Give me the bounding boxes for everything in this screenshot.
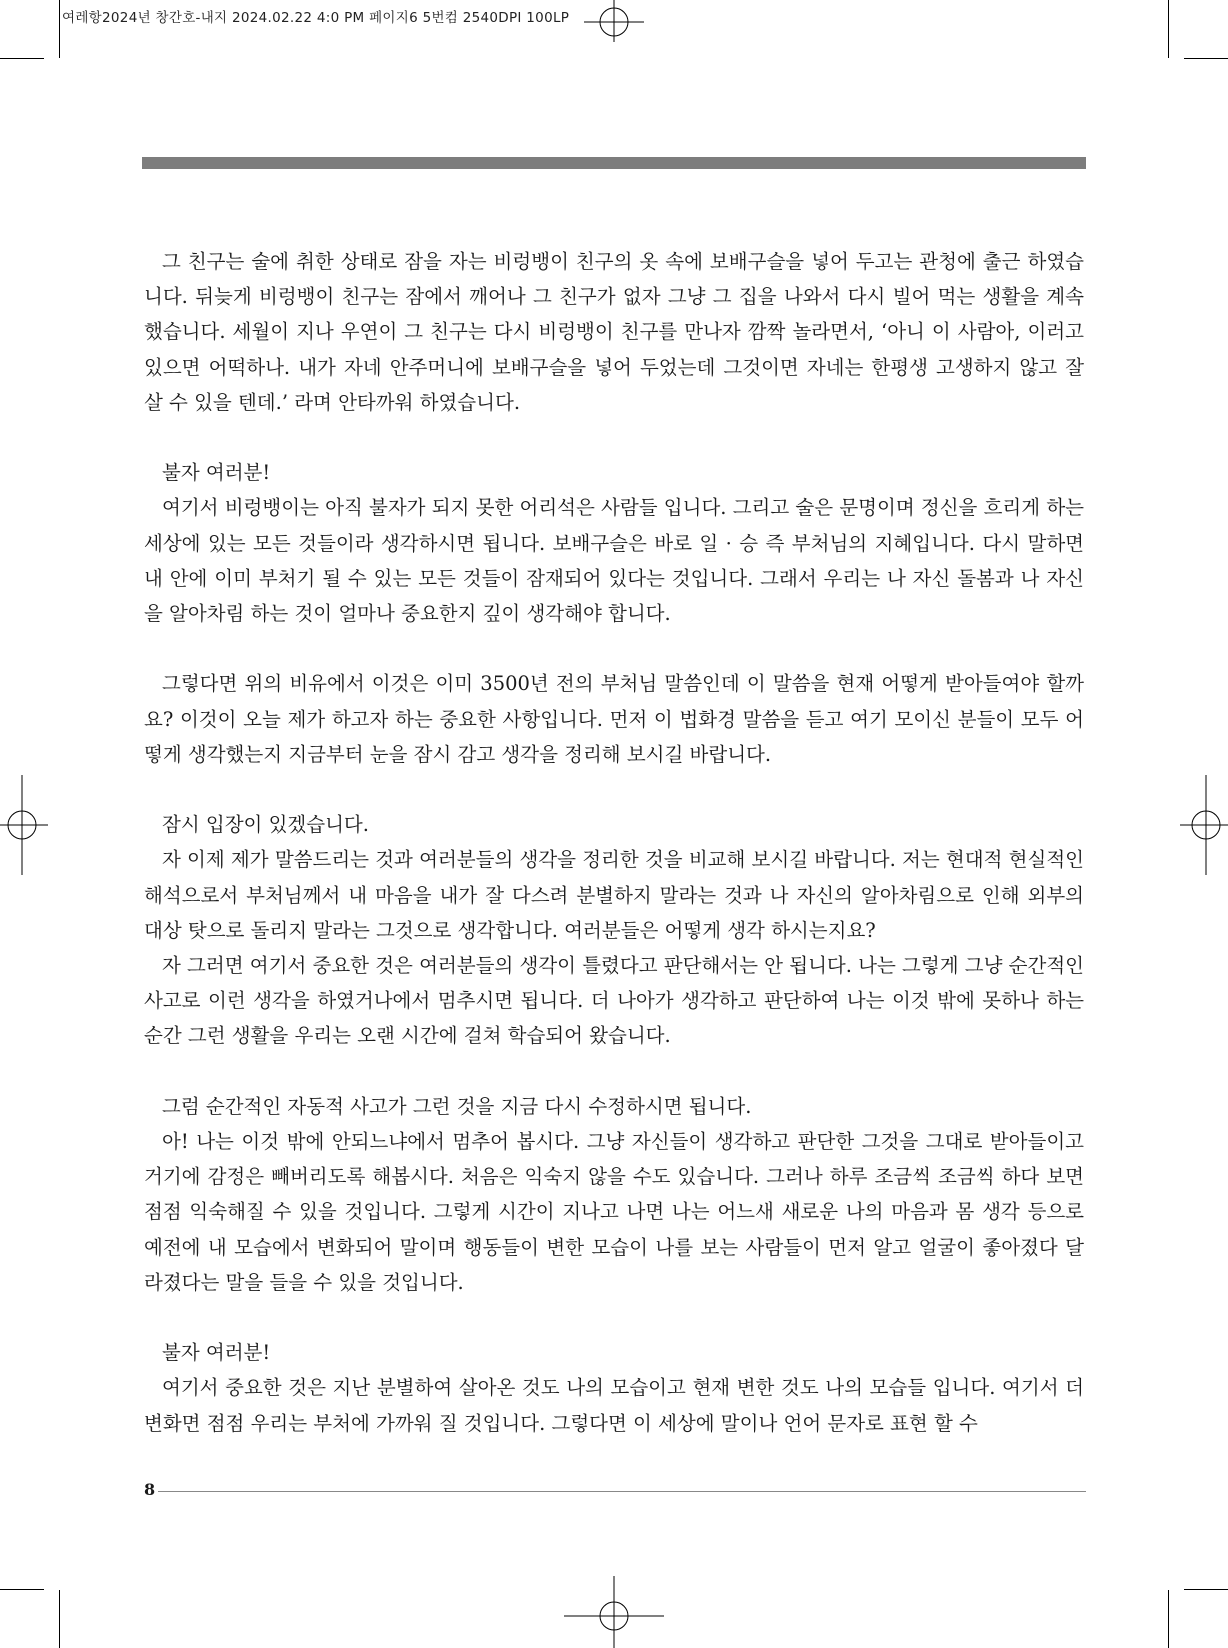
crop-mark	[0, 1589, 44, 1590]
crop-mark	[1168, 0, 1169, 58]
paragraph: 여기서 비렁뱅이는 아직 불자가 되지 못한 어리석은 사람들 입니다. 그리고 술은 문명이며 정신을 흐리게 하는 세상에 있는 모든 것들이라 생각하시면 됩니다. 보배구슬은 바로 일 · 승 즉 부처님의 지혜입니다. 다시 말하면 내 안에 이미 부처기 될 수 있는 모든 것들이 잠재되어 있다는 것입니다. 그래서 우리는 나 자신 돌봄과 나 자신을 알아차림 하는 것이 얼마나 중요한지 깊이 생각해야 합니다.	[144, 496, 1084, 626]
heading-line: 불자 여러분!	[162, 461, 271, 485]
registration-mark-right	[1180, 775, 1228, 875]
page-number: 8	[144, 1480, 156, 1499]
paragraph-gap	[144, 631, 1084, 666]
registration-mark-bottom	[564, 1576, 664, 1648]
paragraph-gap	[144, 420, 1084, 455]
paragraph: 그럼 순간적인 자동적 사고가 그런 것을 지금 다시 수정하시면 됩니다.	[162, 1094, 752, 1118]
paragraph: 아! 나는 이것 밖에 안되느냐에서 멈추어 봅시다. 그냥 자신들이 생각하고 판단한 그것을 그대로 받아들이고 거기에 감정은 빼버리도록 해봅시다. 처음은 익숙지 않을 수도 있습니다. 그러나 하루 조금씩 조금씩 하다 보면 점점 익숙해질 수 있을 것입니다. 그렇게 시간이 지나고 나면 나는 어느새 새로운 나의 마음과 몸 생각 등으로 예전에 내 모습에서 변화되어 말이며 행동들이 변한 모습이 나를 보는 사람들이 먼저 알고 얼굴이 좋아졌다 달라졌다는 말을 들을 수 있을 것입니다.	[144, 1130, 1084, 1294]
print-slug: 여레항2024년 창간호-내지 2024.02.22 4:0 PM 페이지6 5번컴 2540DPI 100LP	[62, 10, 570, 26]
body-text	[144, 244, 1084, 1441]
paragraph: 그렇다면 위의 비유에서 이것은 이미 3500년 전의 부처님 말씀인데 이 말씀을 현재 어떻게 받아들여야 할까요? 이것이 오늘 제가 하고자 하는 중요한 사항입니다. 먼저 이 법화경 말씀을 듣고 여기 모이신 분들이 모두 어떻게 생각했는지 지금부터 눈을 잠시 감고 생각을 정리해 보시길 바랍니다.	[144, 672, 1084, 766]
paragraph: 그 친구는 술에 취한 상태로 잠을 자는 비렁뱅이 친구의 옷 속에 보배구슬을 넣어 두고는 관청에 출근 하였습니다. 뒤늦게 비렁뱅이 친구는 잠에서 깨어나 그 친구가 없자 그냥 그 집을 나와서 다시 빌어 먹는 생활을 계속 했습니다. 세월이 지나 우연이 그 친구는 다시 비렁뱅이 친구를 만나자 깜짝 놀라면서, ‘아니 이 사람아, 이러고 있으면 어떡하나. 내가 자네 안주머니에 보배구슬을 넣어 두었는데 그것이면 자네는 한평생 고생하지 않고 잘 살 수 있을 텐데.’ 라며 안타까워 하였습니다.	[144, 250, 1084, 414]
crop-mark	[0, 58, 44, 59]
page-footer	[144, 1480, 1086, 1502]
heading-line: 불자 여러분!	[162, 1341, 271, 1365]
crop-mark	[59, 0, 60, 58]
crop-mark	[1184, 58, 1228, 59]
registration-mark-top	[584, 0, 644, 42]
paragraph: 잠시 입장이 있겠습니다.	[162, 813, 369, 837]
paragraph-gap	[144, 772, 1084, 807]
paragraph-gap	[144, 1300, 1084, 1335]
footer-rule	[158, 1491, 1086, 1492]
paragraph: 자 이제 제가 말씀드리는 것과 여러분들의 생각을 정리한 것을 비교해 보시길 바랍니다. 저는 현대적 현실적인 해석으로서 부처님께서 내 마음을 내가 잘 다스려 분별하지 말라는 것과 나 자신의 알아차림으로 인해 외부의 대상 탓으로 돌리지 말라는 그것으로 생각합니다. 여러분들은 어떻게 생각 하시는지요?	[144, 848, 1084, 942]
paragraph: 자 그러면 여기서 중요한 것은 여러분들의 생각이 틀렸다고 판단해서는 안 됩니다. 나는 그렇게 그냥 순간적인 사고로 이런 생각을 하였거나에서 멈추시면 됩니다. 더 나아가 생각하고 판단하여 나는 이것 밖에 못하나 하는 순간 그런 생활을 우리는 오랜 시간에 걸쳐 학습되어 왔습니다.	[144, 954, 1084, 1048]
crop-mark	[1168, 1590, 1169, 1648]
crop-mark	[1184, 1589, 1228, 1590]
registration-mark-left	[0, 775, 48, 875]
paragraph: 여기서 중요한 것은 지난 분별하여 살아온 것도 나의 모습이고 현재 변한 것도 나의 모습들 입니다. 여기서 더 변화면 점점 우리는 부처에 가까워 질 것입니다. 그렇다면 이 세상에 말이나 언어 문자로 표현 할 수	[144, 1376, 1084, 1435]
crop-mark	[59, 1590, 60, 1648]
header-rule	[142, 157, 1086, 169]
paragraph-gap	[144, 1054, 1084, 1089]
